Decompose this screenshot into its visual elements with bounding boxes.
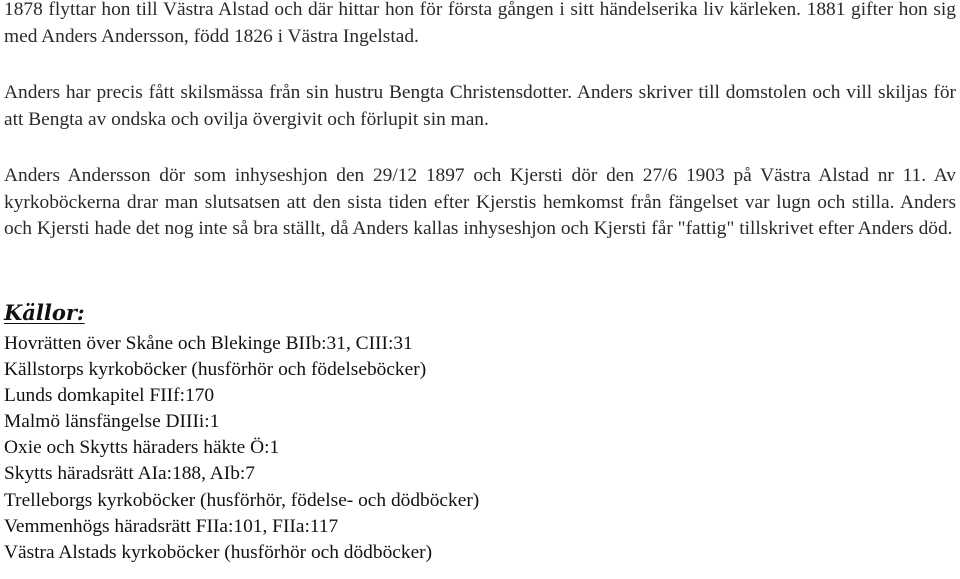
source-item: Skytts häradsrätt AIa:188, AIb:7 [4,463,255,485]
paragraph-divorce: Anders har precis fått skilsmässa från sin hustru Bengta Christensdotter. Anders skriver till domstolen och vill skiljas för att Bengta av ondska och ovilja övergivit och förlupit sin man. [4,82,956,130]
source-item: Källstorps kyrkoböcker (husförhör och födelseböcker) [4,359,427,381]
sources-list [4,331,479,566]
source-item: Hovrätten över Skåne och Blekinge BIIb:31, CIII:31 [4,333,413,354]
paragraph-marriage: 1878 flyttar hon till Västra Alstad och där hittar hon för första gången i sitt händelserika liv kärleken. 1881 gifter hon sig med Anders Andersson, född 1826 i Västra Ingelstad. [4,0,956,47]
source-item: Västra Alstads kyrkoböcker (husförhör och dödböcker) [4,541,433,563]
paragraph-death: Anders Andersson dör som inhyseshjon den 29/12 1897 och Kjersti dör den 27/6 1903 på Västra Alstad nr 11. Av kyrkoböckerna drar man slutsatsen att den sista tiden efter Kjerstis hemkomst från fängelset var lugn och stilla. Anders och Kjersti hade det nog inte så bra ställt, då Anders kallas inhyseshjon och Kjersti får "fattig" tillskrivet efter Anders död. [4,165,956,239]
source-item: Oxie och Skytts häraders häkte Ö:1 [4,437,280,459]
source-item: Vemmenhögs häradsrätt FIIa:101, FIIa:117 [4,515,339,537]
source-item: Trelleborgs kyrkoböcker (husförhör, födelse- och dödböcker) [4,489,480,511]
sources-heading: Källor: [4,300,85,325]
source-item: Malmö länsfängelse DIIIi:1 [4,411,220,433]
source-item: Lunds domkapitel FIIf:170 [4,385,215,407]
